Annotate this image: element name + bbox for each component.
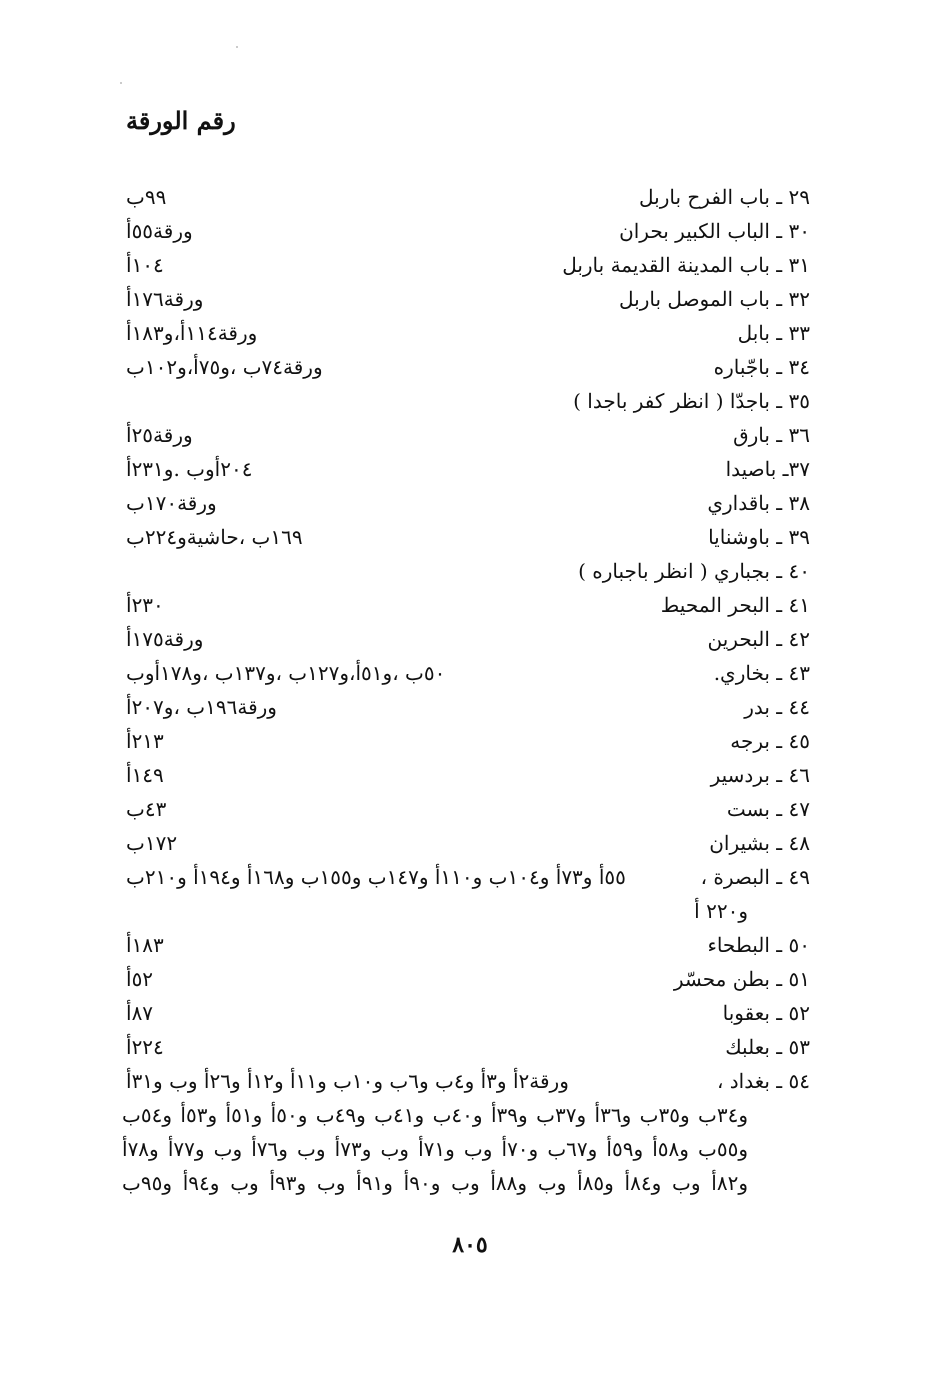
list-item [126,214,810,248]
place-name: ٤٣ ـ بخاري. [713,661,810,685]
folio-reference-continued: و٨٢أ وب و٨٤أ و٨٥أ وب و٨٨أ وب و٩٠أ و٩١أ وب و٩٣أ وب و٩٤أ و٩٥ب [122,1171,748,1195]
place-name: ٤٧ ـ بست [726,797,810,821]
list-item [126,826,810,860]
place-name: ٣١ ـ باب المدينة القديمة باربل [562,253,810,277]
folio-reference-continued: و٣٤ب و٣٥ب و٣٦أ و٣٧ب و٣٩أ و٤٠ب و٤١ب و٤٩ب و٥٠أ و٥١أ و٥٣أ و٥٤ب [122,1103,748,1127]
place-name: ٣٩ ـ باوشنايا [708,525,810,549]
list-item-continuation [122,1166,810,1200]
list-item [126,656,810,690]
list-item [126,758,810,792]
entries-list [122,180,810,1200]
list-item-continuation [122,1132,810,1166]
place-name: ٤٨ ـ بشيران [709,831,810,855]
place-name: ٤٩ ـ البصرة ، [700,865,810,889]
list-item [126,418,810,452]
column-header: رقم الورقة [126,106,236,135]
list-item [126,860,810,894]
scan-speck [120,82,122,84]
folio-reference-continued: و٢٢٠ أ [694,899,748,923]
list-item [126,996,810,1030]
page-number: ٨٠٥ [452,1232,488,1258]
folio-reference: ورقة١٧٥أ [126,627,204,651]
list-item [126,180,810,214]
list-item [126,452,810,486]
list-item [126,588,810,622]
place-name: ٣٢ ـ باب الموصل باربل [619,287,810,311]
list-item [126,316,810,350]
folio-reference: ورقة٢٥أ [126,423,193,447]
folio-reference: ٢٣٠أ [126,593,164,617]
folio-reference: ٤٣ب [126,797,167,821]
list-item [126,1030,810,1064]
folio-reference: ورقة٥٥أ [126,219,193,243]
place-name: ٣٦ ـ بارق [733,423,810,447]
place-name: ٣٧ـ باصيدا [725,457,810,481]
folio-reference: ١٤٩أ [126,763,164,787]
list-item [126,724,810,758]
list-item-continuation [126,894,810,928]
place-name: ٣٠ ـ الباب الكبير بحران [619,219,810,243]
folio-reference: ورقة١٧٠ب [126,491,217,515]
list-item [126,1064,810,1098]
folio-reference: ورقة١٩٦ب ،و٢٠٧أ [126,695,277,719]
place-name: ٣٥ ـ باجدّا ( انظر كفر باجدا ) [573,389,810,413]
folio-reference-continued: و٥٥ب و٥٨أ و٥٩أ و٦٧ب و٧٠أ وب و٧١أ وب و٧٣أ وب و٧٦أ وب و٧٧أ و٧٨أ [122,1137,748,1161]
place-name: ٥٢ ـ بعقوبا [722,1001,810,1025]
folio-reference: ٢٠٤أوب .و٢٣١أ [126,457,253,481]
folio-reference: ٩٩ب [126,185,167,209]
place-name: ٤١ ـ البحر المحيط [660,593,810,617]
list-item [126,486,810,520]
place-name: ٥٣ ـ بعلبك [725,1035,810,1059]
place-name: ٤٥ ـ برجه [730,729,810,753]
folio-reference: ورقة٢أ و٣أ و٤ب و٦ب و١٠ب و١١أ و١٢أ و٢٦أ وب و٣١أ [126,1069,569,1093]
place-name: ٣٨ ـ باقداري [707,491,810,515]
folio-reference: ١٠٤أ [126,253,164,277]
list-item [126,248,810,282]
list-item-continuation [122,1098,810,1132]
place-name: ٥٠ ـ البطحاء [707,933,810,957]
folio-reference: ورقة١١٤أ،و١٨٣أ [126,321,258,345]
folio-reference: ورقة١٧٦أ [126,287,204,311]
list-item [126,520,810,554]
place-name: ٥١ ـ بطن محسّر [673,967,810,991]
folio-reference: ١٨٣أ [126,933,164,957]
list-item [126,350,810,384]
folio-reference: ورقة٧٤ب ،و٧٥أ،و١٠٢ب [126,355,323,379]
folio-reference: ١٦٩ب ،حاشيةو٢٢٤ب [126,525,303,549]
list-item [126,282,810,316]
place-name: ٣٤ ـ باجّباره [713,355,810,379]
place-name: ٢٩ ـ باب الفرح باربل [638,185,810,209]
folio-reference: ٢٢٤أ [126,1035,164,1059]
list-item [126,928,810,962]
place-name: ٤٦ ـ بردسير [710,763,810,787]
place-name: ٣٣ ـ بابل [737,321,810,345]
list-item [126,554,810,588]
list-item [126,384,810,418]
folio-reference: ٥٥أ و٧٣أ و١٠٤ب و١١٠أ و١٤٧ب و١٥٥ب و١٦٨أ و١٩٤أ و٢١٠ب [126,865,626,889]
folio-reference: ١٧٢ب [126,831,178,855]
place-name: ٤٠ ـ بجباري ( انظر باجباره ) [578,559,810,583]
scan-speck [236,46,238,48]
place-name: ٤٢ ـ البحرين [707,627,810,651]
list-item [126,622,810,656]
list-item [126,962,810,996]
folio-reference: ٢١٣أ [126,729,164,753]
folio-reference: ٥٢أ [126,967,154,991]
list-item [126,792,810,826]
place-name: ٤٤ ـ بدر [744,695,810,719]
folio-reference: ٨٧أ [126,1001,154,1025]
place-name: ٥٤ ـ بغداد ، [716,1069,810,1093]
list-item [126,690,810,724]
folio-reference: ٥٠ب ،و٥١أ،و١٢٧ب ،و١٣٧ب ،و١٧٨أوب [126,661,446,685]
